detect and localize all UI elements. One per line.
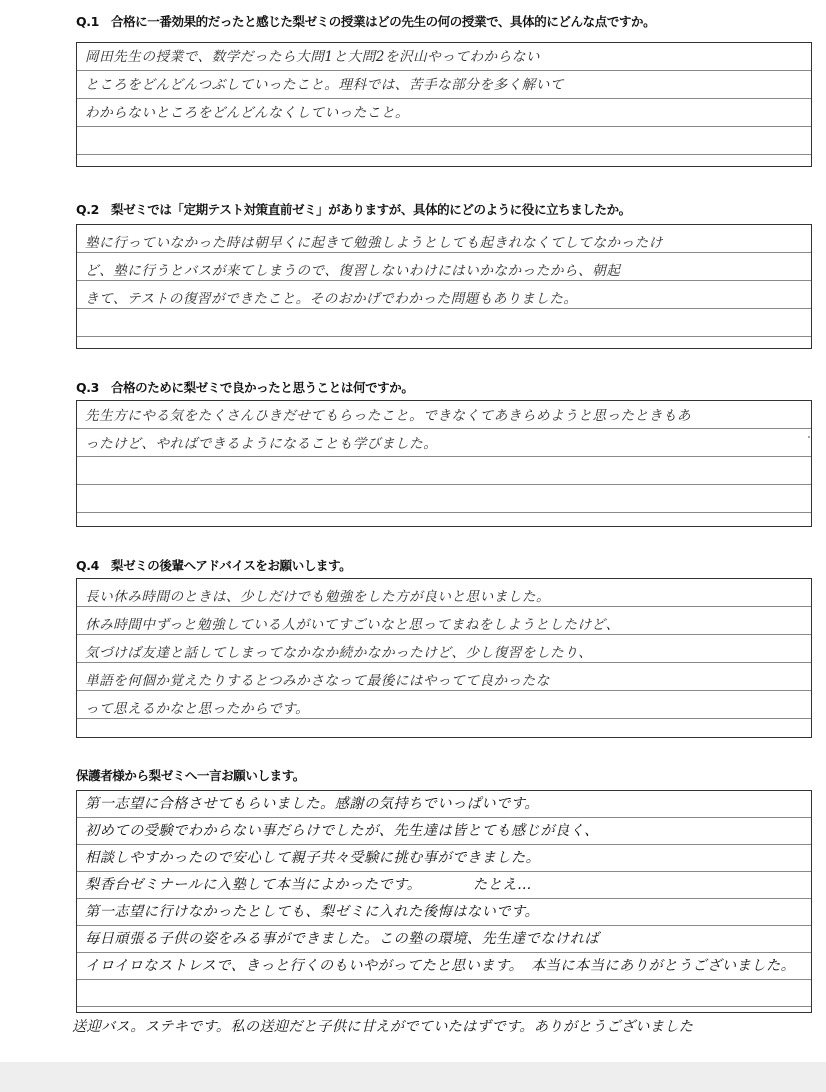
question-3-heading: Q.3 合格のために梨ゼミで良かったと思うことは何ですか。	[76, 380, 414, 395]
answer-line: 休み時間中ずっと勉強している人がいてすごいなと思ってまねをしようとしたけど、	[85, 617, 620, 633]
comment-line: 梨香台ゼミナールに入塾して本当によかったです。 たとえ…	[85, 877, 532, 893]
answer-box-4	[76, 578, 812, 738]
parent-section-heading: 保護者様から梨ゼミへ一言お願いします。	[76, 768, 305, 783]
comment-line: イロイロなストレスで、きっと行くのもいやがってたと思います。 本当に本当にありがとうございました。	[85, 958, 796, 974]
answer-line: 気づけば友達と話してしまってなかなか続かなかったけど、少し復習をしたり、	[85, 645, 593, 661]
answer-line: きて、テストの復習ができたこと。そのおかげでわかった問題もありました。	[85, 291, 578, 307]
answer-line: 岡田先生の授業で、数学だったら大問1と大問2を沢山やってわからない	[85, 49, 540, 65]
answer-box-2	[76, 224, 812, 349]
comment-line: 初めての受験でわからない事だらけでしたが、先生達は皆とても感じが良く、	[85, 823, 599, 839]
answer-line: 長い休み時間のときは、少しだけでも勉強をした方が良いと思いました。	[85, 589, 551, 605]
answer-line: 先生方にやる気をたくさんひきだせてもらったこと。できなくてあきらめようと思ったときもあ	[85, 408, 692, 424]
overflow-comment-line: 送迎バス。ステキです。私の送迎だと子供に甘えがでていたはずです。ありがとうございました	[72, 1019, 694, 1035]
question-4-heading: Q.4 梨ゼミの後輩へアドバイスをお願いします。	[76, 558, 352, 573]
scan-speck	[808, 436, 810, 438]
answer-line: 単語を何個か覚えたりするとつみかさなって最後にはやってて良かったな	[85, 673, 550, 689]
answer-line: わからないところをどんどんなくしていったこと。	[85, 105, 410, 121]
scan-bottom-shade	[0, 1062, 826, 1092]
parent-comment-box	[76, 790, 812, 1013]
answer-line: ったけど、やればできるようになることも学びました。	[85, 436, 438, 452]
answer-line: ところをどんどんつぶしていったこと。理科では、苦手な部分を多く解いて	[85, 77, 564, 93]
answer-line: 塾に行っていなかった時は朝早くに起きて勉強しようとしても起きれなくてしてなかったけ	[85, 235, 663, 251]
answer-line: って思えるかなと思ったからです。	[85, 701, 310, 717]
answer-box-1	[76, 42, 812, 167]
comment-line: 第一志望に行けなかったとしても、梨ゼミに入れた後悔はないです。	[85, 904, 540, 920]
answer-box-3	[76, 400, 812, 527]
question-1-heading: Q.1 合格に一番効果的だったと感じた梨ゼミの授業はどの先生の何の授業で、具体的にどんな点ですか。	[76, 14, 656, 29]
comment-line: 相談しやすかったので安心して親子共々受験に挑む事ができました。	[85, 850, 541, 866]
question-2-heading: Q.2 梨ゼミでは「定期テスト対策直前ゼミ」がありますが、具体的にどのように役に立ちましたか。	[76, 202, 631, 217]
comment-line: 第一志望に合格させてもらいました。感謝の気持ちでいっぱいです。	[85, 796, 540, 812]
answer-line: ど、塾に行うとバスが来てしまうので、復習しないわけにはいかなかったから、朝起	[85, 263, 621, 279]
comment-line: 毎日頑張る子供の姿をみる事ができました。この塾の環境、先生達でなければ	[85, 931, 600, 947]
